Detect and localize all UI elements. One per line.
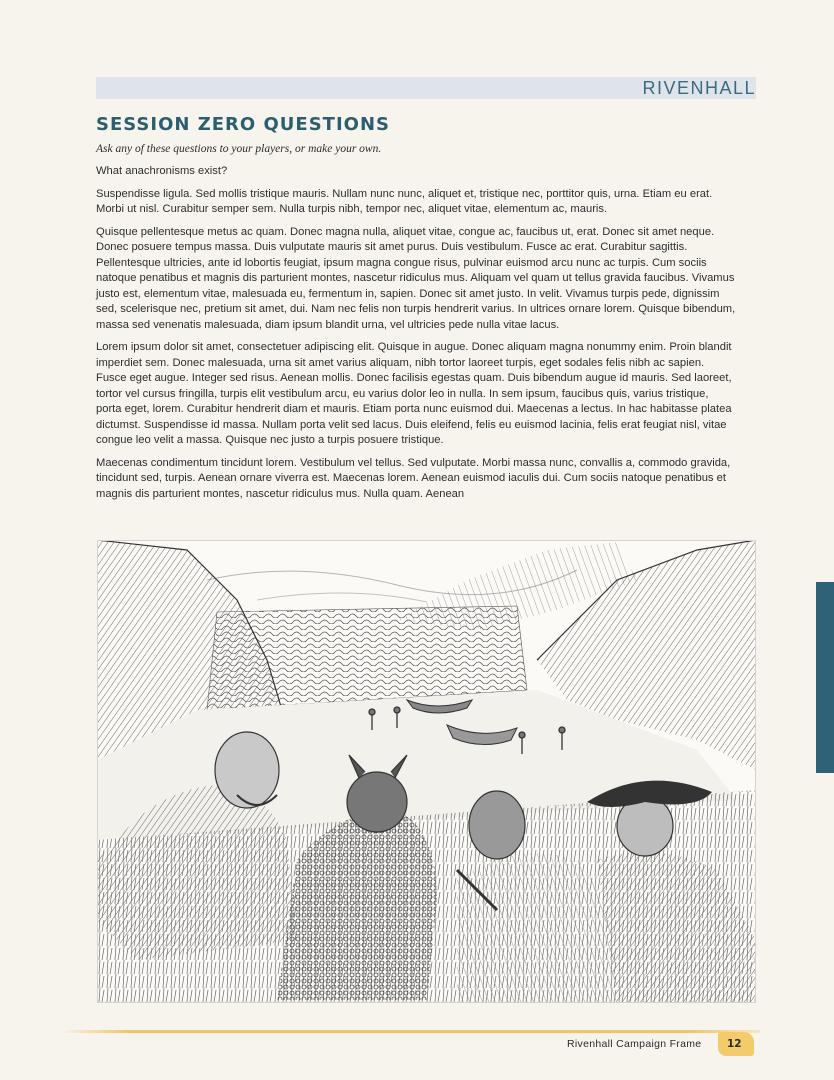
paragraph: Suspendisse ligula. Sed mollis tristique mauris. Nullam nunc nunc, aliquet et, tristique nec, porttitor quis, urna. Etiam eu erat. Morbi ut nisl. Curabitur semper sem. Nulla turpis nibh, tempor nec, aliquet vitae, elementum ac, mauris. xyxy=(96,187,713,215)
paragraph: Quisque pellentesque metus ac quam. Donec magna nulla, aliquet vitae, congue ac, faucibus ut, erat. Donec sit amet neque. Donec posuere tempus massa. Duis vulputate mauris sit amet purus. Duis vestibulum. Fusce ac erat. Curabitur sagittis. Pellentesque ultricies, ante id lobortis feugiat, ipsum magna congue risus, pulvinar euismod arcu nunc ac turpis. Cum sociis natoque penatibus et magnis dis parturient montes, nascetur ridiculus mus. Aliquam vel quam ut tellus gravida faucibus. Vivamus justo est, elementum vitae, malesuada eu, fermentum in, sapien. Donec sit amet justo. In velit. Vivamus turpis pede, dignissim sed, scelerisque nec, pretium sit amet, dui. Nam nec felis non turpis hendrerit varius. In ultrices ornare lorem. Quisque bibendum, massa sed venenatis malesuada, diam ipsum blandit urna, vel ultricies pede nulla vitae lacus. xyxy=(96,225,736,331)
pencil-sketch-scene xyxy=(97,540,756,1003)
section-intro: Ask any of these questions to your players, or make your own. xyxy=(96,143,382,155)
chapter-side-tab xyxy=(816,582,834,773)
beach-illustration xyxy=(97,540,756,1003)
page-number: 12 xyxy=(727,1038,742,1050)
footer-label: Rivenhall Campaign Frame xyxy=(567,1038,702,1050)
section-title: SESSION ZERO QUESTIONS xyxy=(96,114,390,135)
question-text: What anachronisms exist? xyxy=(96,165,228,177)
body-text xyxy=(96,164,736,509)
header-bar xyxy=(96,77,756,99)
footer-rule xyxy=(60,1030,760,1033)
page-number-badge xyxy=(718,1032,754,1056)
paragraph: Maecenas condimentum tincidunt lorem. Vestibulum vel tellus. Sed vulputate. Morbi massa nunc, convallis a, commodo gravida, tincidunt sed, turpis. Aenean ornare viverra est. Maecenas lorem. Aenean euismod iaculis dui. Cum sociis natoque penatibus et magnis dis parturient montes, nascetur ridiculus mus. Nulla quam. Aenean xyxy=(96,456,731,500)
header-title: RIVENHALL xyxy=(642,78,756,98)
paragraph: Lorem ipsum dolor sit amet, consectetuer adipiscing elit. Quisque in augue. Donec aliquam magna nonummy enim. Proin blandit imperdiet sem. Donec malesuada, urna sit amet varius aliquam, nibh tortor laoreet turpis, eget sodales felis nibh ac sapien. Fusce eget augue. Integer sed risus. Aenean mollis. Donec facilisis egestas quam. Duis bibendum augue id mauris. Sed laoreet, tortor vel cursus fringilla, turpis elit vestibulum arcu, eu varius dolor leo in nulla. In sem ipsum, faucibus quis, varius tristique, porta eget, lorem. Curabitur hendrerit diam et mauris. Etiam porta nunc euismod dui. Maecenas a lectus. In hac habitasse platea dictumst. Suspendisse id massa. Nullam porta velit sed lacus. Duis eleifend, felis eu euismod lacinia, felis erat feugiat nisl, vitae congue leo velit a massa. Quisque nec justo a turpis posuere tristique. xyxy=(96,341,732,446)
